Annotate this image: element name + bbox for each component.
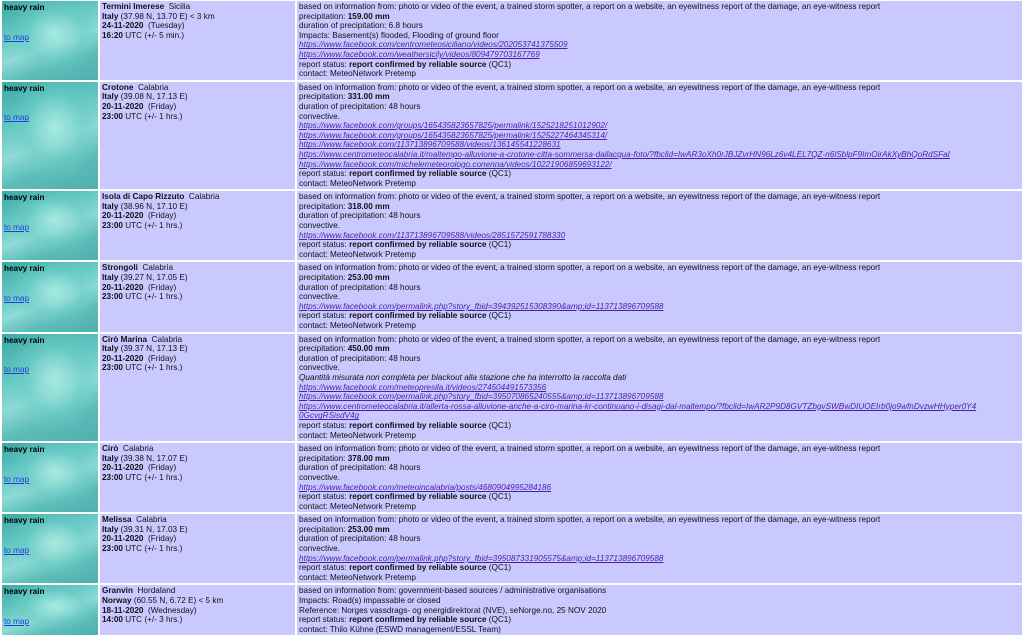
place-name: Granvin: [102, 586, 133, 596]
date-line: [102, 354, 293, 364]
report-status-line: [299, 240, 1020, 250]
coordinates: (39.31 N, 17.03 E): [120, 524, 188, 534]
date-line: [102, 102, 293, 112]
report-status-value: report confirmed by reliable source: [349, 492, 487, 502]
report-detail: convective.: [299, 544, 340, 554]
contact-line: contact: MeteoNetwork Pretemp: [299, 249, 416, 259]
contact-line: contact: MeteoNetwork Pretemp: [299, 572, 416, 582]
date-line: [102, 283, 293, 293]
event-thumbnail: [2, 82, 98, 190]
source-link[interactable]: https://www.facebook.com/meteopresila.it/videos/274504491573356: [299, 382, 547, 392]
duration-line: duration of precipitation: 48 hours: [299, 282, 421, 292]
coordinates: (39.27 N, 17.05 E): [120, 273, 188, 283]
report-detail: Reference: Norges vassdrags- og energidirektorat (NVE), seNorge.no, 25 NOV 2020: [299, 605, 607, 615]
region-name: Calabria: [188, 192, 220, 202]
report-detail: convective.: [299, 111, 340, 121]
precipitation-label: precipitation:: [299, 453, 346, 463]
time-line: [102, 221, 293, 231]
duration-line: duration of precipitation: 48 hours: [299, 463, 421, 473]
event-time: 23:00: [102, 472, 123, 482]
details-cell: [297, 262, 1022, 331]
place-name: Strongoli: [102, 263, 138, 273]
country-line: [102, 273, 293, 283]
time-line: [102, 363, 293, 373]
report-detail: convective.: [299, 363, 340, 373]
precipitation-value: 253.00 mm: [347, 524, 390, 534]
event-weekday: (Friday): [148, 353, 177, 363]
country-line: [102, 525, 293, 535]
event-type: heavy rain: [4, 587, 45, 597]
precipitation-label: precipitation:: [299, 201, 346, 211]
date-line: [102, 211, 293, 221]
report-status-label: report status:: [299, 420, 347, 430]
country-line: [102, 454, 293, 464]
report-status-line: [299, 60, 1020, 70]
information-source: based on information from: photo or video of the event, a trained storm spotter, a report on a website, an eyewitness report of the damage, an eye-witness report: [299, 515, 881, 525]
event-time: 23:00: [102, 292, 123, 302]
event-weekday: (Wednesday): [148, 605, 197, 615]
report-row: [2, 334, 1022, 442]
source-link[interactable]: https://www.facebook.com/weathersicily/videos/809479703167769: [299, 49, 540, 59]
country-name: Italy: [102, 92, 119, 102]
duration-line: duration of precipitation: 48 hours: [299, 211, 421, 221]
place-line: [102, 444, 293, 454]
time-line: [102, 292, 293, 302]
time-accuracy: UTC (+/- 5 min.): [125, 30, 185, 40]
time-line: [102, 112, 293, 122]
country-name: Italy: [102, 524, 119, 534]
event-weekday: (Friday): [148, 101, 177, 111]
time-line: [102, 473, 293, 483]
report-row: [2, 1, 1022, 80]
information-source: based on information from: photo or video of the event, a trained storm spotter, a report on a website, an eyewitness report of the damage, an eye-witness report: [299, 334, 881, 344]
place-name: Melissa: [102, 515, 132, 525]
country-line: [102, 92, 293, 102]
event-date: 18-11-2020: [102, 605, 144, 615]
report-status-label: report status:: [299, 492, 347, 502]
information-source: based on information from: photo or video of the event, a trained storm spotter, a report on a website, an eyewitness report of the damage, an eye-witness report: [299, 2, 881, 11]
report-status-value: report confirmed by reliable source: [349, 420, 487, 430]
precipitation-line: [299, 273, 1020, 283]
event-time: 16:20: [102, 30, 123, 40]
event-type: heavy rain: [4, 83, 45, 93]
source-link[interactable]: 0GcvgRSisdV4g: [299, 411, 360, 421]
information-source: based on information from: photo or video of the event, a trained storm spotter, a report on a website, an eyewitness report of the damage, an eye-witness report: [299, 192, 881, 202]
time-accuracy: UTC (+/- 1 hrs.): [125, 111, 183, 121]
event-thumbnail: [2, 1, 98, 80]
report-row: [2, 191, 1022, 260]
information-source: based on information from: government-based sources / administrative organisations: [299, 586, 607, 596]
report-row: [2, 443, 1022, 512]
source-link[interactable]: https://www.facebook.com/permalink.php?story_fbid=394392515308390&amp;id=113713896709588: [299, 301, 664, 311]
country-name: Italy: [102, 273, 119, 283]
precipitation-label: precipitation:: [299, 11, 346, 21]
event-thumbnail: [2, 191, 98, 260]
contact-line: contact: MeteoNetwork Pretemp: [299, 69, 416, 79]
report-status-code: (QC1): [488, 240, 512, 250]
report-status-label: report status:: [299, 240, 347, 250]
report-status-line: [299, 311, 1020, 321]
information-source: based on information from: photo or video of the event, a trained storm spotter, a report on a website, an eyewitness report of the damage, an eye-witness report: [299, 82, 881, 92]
contact-line: contact: MeteoNetwork Pretemp: [299, 321, 416, 330]
place-line: [102, 192, 293, 202]
event-time: 23:00: [102, 221, 123, 231]
time-line: [102, 31, 293, 41]
duration-line: duration of precipitation: 48 hours: [299, 534, 421, 544]
source-link[interactable]: https://www.facebook.com/113713896709588/videos/136145541228631: [299, 140, 561, 150]
report-status-line: [299, 421, 1020, 431]
region-name: Calabria: [151, 334, 183, 344]
source-link[interactable]: https://www.facebook.com/permalink.php?story_fbid=395087331905575&amp;id=113713896709588: [299, 553, 664, 563]
event-thumbnail: [2, 262, 98, 331]
country-line: [102, 344, 293, 354]
country-line: [102, 202, 293, 212]
source-link[interactable]: https://www.centrometeocalabria.it/allerta-rossa-alluvione-anche-a-ciro-marina-kr-continuano-i-disagi-dal-maltempo/?fbclid=IwAR2P9D8GVTZbgvSWBwDIUOEIrb0jo9wfnDvzwHHyper0Y4: [299, 401, 977, 411]
place-name: Termini Imerese: [102, 2, 165, 11]
place-line: [102, 335, 293, 345]
precipitation-line: [299, 525, 1020, 535]
report-status-code: (QC1): [488, 169, 512, 179]
report-status-code: (QC1): [488, 311, 512, 321]
event-type: heavy rain: [4, 516, 45, 526]
to-map-link[interactable]: to map: [4, 474, 30, 484]
time-line: [102, 544, 293, 554]
country-name: Italy: [102, 453, 119, 463]
contact-line: contact: MeteoNetwork Pretemp: [299, 430, 416, 440]
report-status-value: report confirmed by reliable source: [349, 240, 487, 250]
place-line: [102, 515, 293, 525]
details-cell: [297, 191, 1022, 260]
region-name: Calabria: [142, 263, 173, 273]
contact-line: contact: MeteoNetwork Pretemp: [299, 501, 416, 511]
report-detail: convective.: [299, 472, 340, 482]
time-accuracy: UTC (+/- 1 hrs.): [125, 363, 183, 373]
event-date: 20-11-2020: [102, 211, 144, 221]
details-cell: [297, 82, 1022, 190]
location-cell: [100, 1, 295, 80]
region-name: Hordaland: [137, 586, 176, 596]
event-type: heavy rain: [4, 264, 45, 274]
report-status-line: [299, 563, 1020, 573]
report-detail: Impacts: Road(s) impassable or closed: [299, 596, 441, 606]
date-line: [102, 534, 293, 544]
to-map-link[interactable]: to map: [4, 32, 30, 42]
source-link[interactable]: https://www.facebook.com/michelemeteorologo.conenna/videos/10221906859693122/: [299, 159, 612, 169]
place-line: [102, 83, 293, 93]
event-weekday: (Friday): [148, 463, 177, 473]
event-weekday: (Friday): [148, 282, 177, 292]
event-time: 14:00: [102, 615, 123, 625]
precipitation-line: [299, 202, 1020, 212]
event-date: 20-11-2020: [102, 534, 144, 544]
event-date: 20-11-2020: [102, 463, 144, 473]
report-row: [2, 514, 1022, 583]
report-status-line: [299, 492, 1020, 502]
precipitation-value: 253.00 mm: [347, 273, 390, 283]
event-date: 24-11-2020: [102, 21, 144, 31]
source-link[interactable]: https://www.facebook.com/centrometeosiciliano/videos/2020537413755​09: [299, 40, 568, 50]
report-status-label: report status:: [299, 59, 347, 69]
precipitation-value: 450.00 mm: [347, 344, 390, 354]
report-status-code: (QC1): [488, 59, 512, 69]
to-map-link[interactable]: to map: [4, 545, 30, 555]
coordinates: (37.98 N, 13.70 E) < 3 km: [120, 11, 215, 21]
coordinates: (60.55 N, 6.72 E) < 5 km: [133, 596, 224, 606]
contact-line: contact: MeteoNetwork Pretemp: [299, 178, 416, 188]
report-detail: convective.: [299, 221, 340, 231]
report-status-value: report confirmed by reliable source: [349, 563, 487, 573]
region-name: Sicilia: [168, 2, 191, 11]
report-status-label: report status:: [299, 615, 347, 625]
event-thumbnail: [2, 514, 98, 583]
coordinates: (39.08 N, 17.13 E): [120, 92, 188, 102]
to-map-link[interactable]: to map: [4, 222, 30, 232]
country-name: Norway: [102, 596, 132, 606]
time-accuracy: UTC (+/- 1 hrs.): [125, 472, 183, 482]
precipitation-line: [299, 12, 1020, 22]
location-cell: [100, 82, 295, 190]
report-row: [2, 262, 1022, 331]
report-status-code: (QC1): [488, 615, 512, 625]
precipitation-value: 331.00 mm: [347, 92, 390, 102]
time-accuracy: UTC (+/- 3 hrs.): [125, 615, 183, 625]
event-thumbnail: [2, 334, 98, 442]
place-name: Cirò: [102, 444, 119, 454]
precipitation-value: 378.00 mm: [347, 453, 390, 463]
precipitation-line: [299, 92, 1020, 102]
source-link[interactable]: https://www.facebook.com/groups/165435823657825/permalink/1525218251012902/: [299, 121, 608, 131]
event-date: 20-11-2020: [102, 101, 144, 111]
report-status-line: [299, 615, 1020, 625]
report-status-value: report confirmed by reliable source: [349, 169, 487, 179]
event-date: 20-11-2020: [102, 353, 144, 363]
report-status-value: report confirmed by reliable source: [349, 59, 487, 69]
place-name: Crotone: [102, 82, 134, 92]
place-line: [102, 263, 293, 273]
place-name: Cirò Marina: [102, 334, 148, 344]
coordinates: (38.96 N, 17.10 E): [120, 201, 188, 211]
to-map-link[interactable]: to map: [4, 113, 30, 123]
details-cell: [297, 334, 1022, 442]
place-line: [102, 586, 293, 596]
coordinates: (39.38 N, 17.07 E): [120, 453, 188, 463]
report-note: Quantità misurata non completa per blackout alla stazione che ha interrotto la raccolta dati: [299, 372, 627, 382]
location-cell: [100, 191, 295, 260]
report-status-value: report confirmed by reliable source: [349, 311, 487, 321]
precipitation-value: 159.00 mm: [347, 11, 390, 21]
report-status-code: (QC1): [488, 563, 512, 573]
information-source: based on information from: photo or video of the event, a trained storm spotter, a report on a website, an eyewitness report of the damage, an eye-witness report: [299, 444, 881, 454]
to-map-link[interactable]: to map: [4, 365, 30, 375]
report-status-value: report confirmed by reliable source: [349, 615, 487, 625]
event-weekday: (Tuesday): [148, 21, 185, 31]
duration-line: duration of precipitation: 48 hours: [299, 101, 421, 111]
coordinates: (39.37 N, 17.13 E): [120, 344, 188, 354]
country-line: [102, 596, 293, 606]
time-line: [102, 615, 293, 625]
date-line: [102, 606, 293, 616]
location-cell: [100, 334, 295, 442]
time-accuracy: UTC (+/- 1 hrs.): [125, 221, 183, 231]
date-line: [102, 21, 293, 31]
location-cell: [100, 514, 295, 583]
precipitation-label: precipitation:: [299, 92, 346, 102]
precipitation-label: precipitation:: [299, 524, 346, 534]
event-type: heavy rain: [4, 3, 45, 12]
date-line: [102, 463, 293, 473]
precipitation-label: precipitation:: [299, 344, 346, 354]
duration-line: duration of precipitation: 48 hours: [299, 353, 421, 363]
source-link[interactable]: https://www.facebook.com/113713896709588/videos/2851572591788330: [299, 230, 566, 240]
region-name: Calabria: [122, 444, 154, 454]
time-accuracy: UTC (+/- 1 hrs.): [125, 292, 183, 302]
information-source: based on information from: photo or video of the event, a trained storm spotter, a report on a website, an eyewitness report of the damage, an eye-witness report: [299, 263, 881, 273]
source-link[interactable]: https://www.facebook.com/meteoincalabria/posts/4680904995284186: [299, 482, 552, 492]
source-link[interactable]: https://www.facebook.com/groups/165435823657825/permalink/1525227464345314/: [299, 130, 608, 140]
precipitation-line: [299, 344, 1020, 354]
details-cell: [297, 514, 1022, 583]
report-status-line: [299, 169, 1020, 179]
contact-line: contact: Thilo Kühne (ESWD management/ESSL Team): [299, 624, 501, 634]
country-name: Italy: [102, 11, 119, 21]
time-accuracy: UTC (+/- 1 hrs.): [125, 544, 183, 554]
event-time: 23:00: [102, 111, 123, 121]
details-cell: [297, 443, 1022, 512]
report-status-code: (QC1): [488, 420, 512, 430]
event-time: 23:00: [102, 544, 123, 554]
source-link[interactable]: https://www.facebook.com/permalink.php?story_fbid=395070865240555&amp;id=113713896709588: [299, 392, 664, 402]
event-thumbnail: [2, 585, 98, 635]
report-detail: Impacts: Basement(s) flooded, Flooding of ground floor: [299, 30, 499, 40]
region-name: Calabria: [136, 515, 167, 525]
reports-table-body: [2, 1, 1022, 635]
to-map-link[interactable]: to map: [4, 294, 30, 304]
duration-line: duration of precipitation: 6.8 hours: [299, 21, 423, 31]
report-detail: convective.: [299, 292, 340, 302]
event-thumbnail: [2, 443, 98, 512]
to-map-link[interactable]: to map: [4, 617, 30, 627]
report-status-label: report status:: [299, 311, 347, 321]
country-line: [102, 12, 293, 22]
place-line: [102, 2, 293, 12]
place-name: Isola di Capo Rizzuto: [102, 192, 185, 202]
location-cell: [100, 443, 295, 512]
precipitation-value: 318.00 mm: [347, 201, 390, 211]
details-cell: [297, 1, 1022, 80]
location-cell: [100, 585, 295, 635]
country-name: Italy: [102, 201, 119, 211]
precipitation-line: [299, 454, 1020, 464]
event-type: heavy rain: [4, 335, 45, 345]
report-status-code: (QC1): [488, 492, 512, 502]
event-time: 23:00: [102, 363, 123, 373]
report-status-label: report status:: [299, 563, 347, 573]
location-cell: [100, 262, 295, 331]
country-name: Italy: [102, 344, 119, 354]
event-weekday: (Friday): [148, 534, 177, 544]
details-cell: [297, 585, 1022, 635]
report-row: [2, 82, 1022, 190]
report-status-label: report status:: [299, 169, 347, 179]
event-type: heavy rain: [4, 193, 45, 203]
event-date: 20-11-2020: [102, 282, 144, 292]
precipitation-label: precipitation:: [299, 273, 346, 283]
report-row: [2, 585, 1022, 635]
event-type: heavy rain: [4, 445, 45, 455]
source-link[interactable]: https://www.centrometeocalabria.it/maltempo-alluvione-a-crotone-citta-sommersa-dallacqua-foto/?fbclid=IwAR3oXh0rJBJZvrHN96Lz6v4LEL7QZ-n6lSblpF9ImOirAkXyBhQoRdSFaI: [299, 149, 950, 159]
event-weekday: (Friday): [148, 211, 177, 221]
region-name: Calabria: [137, 82, 169, 92]
